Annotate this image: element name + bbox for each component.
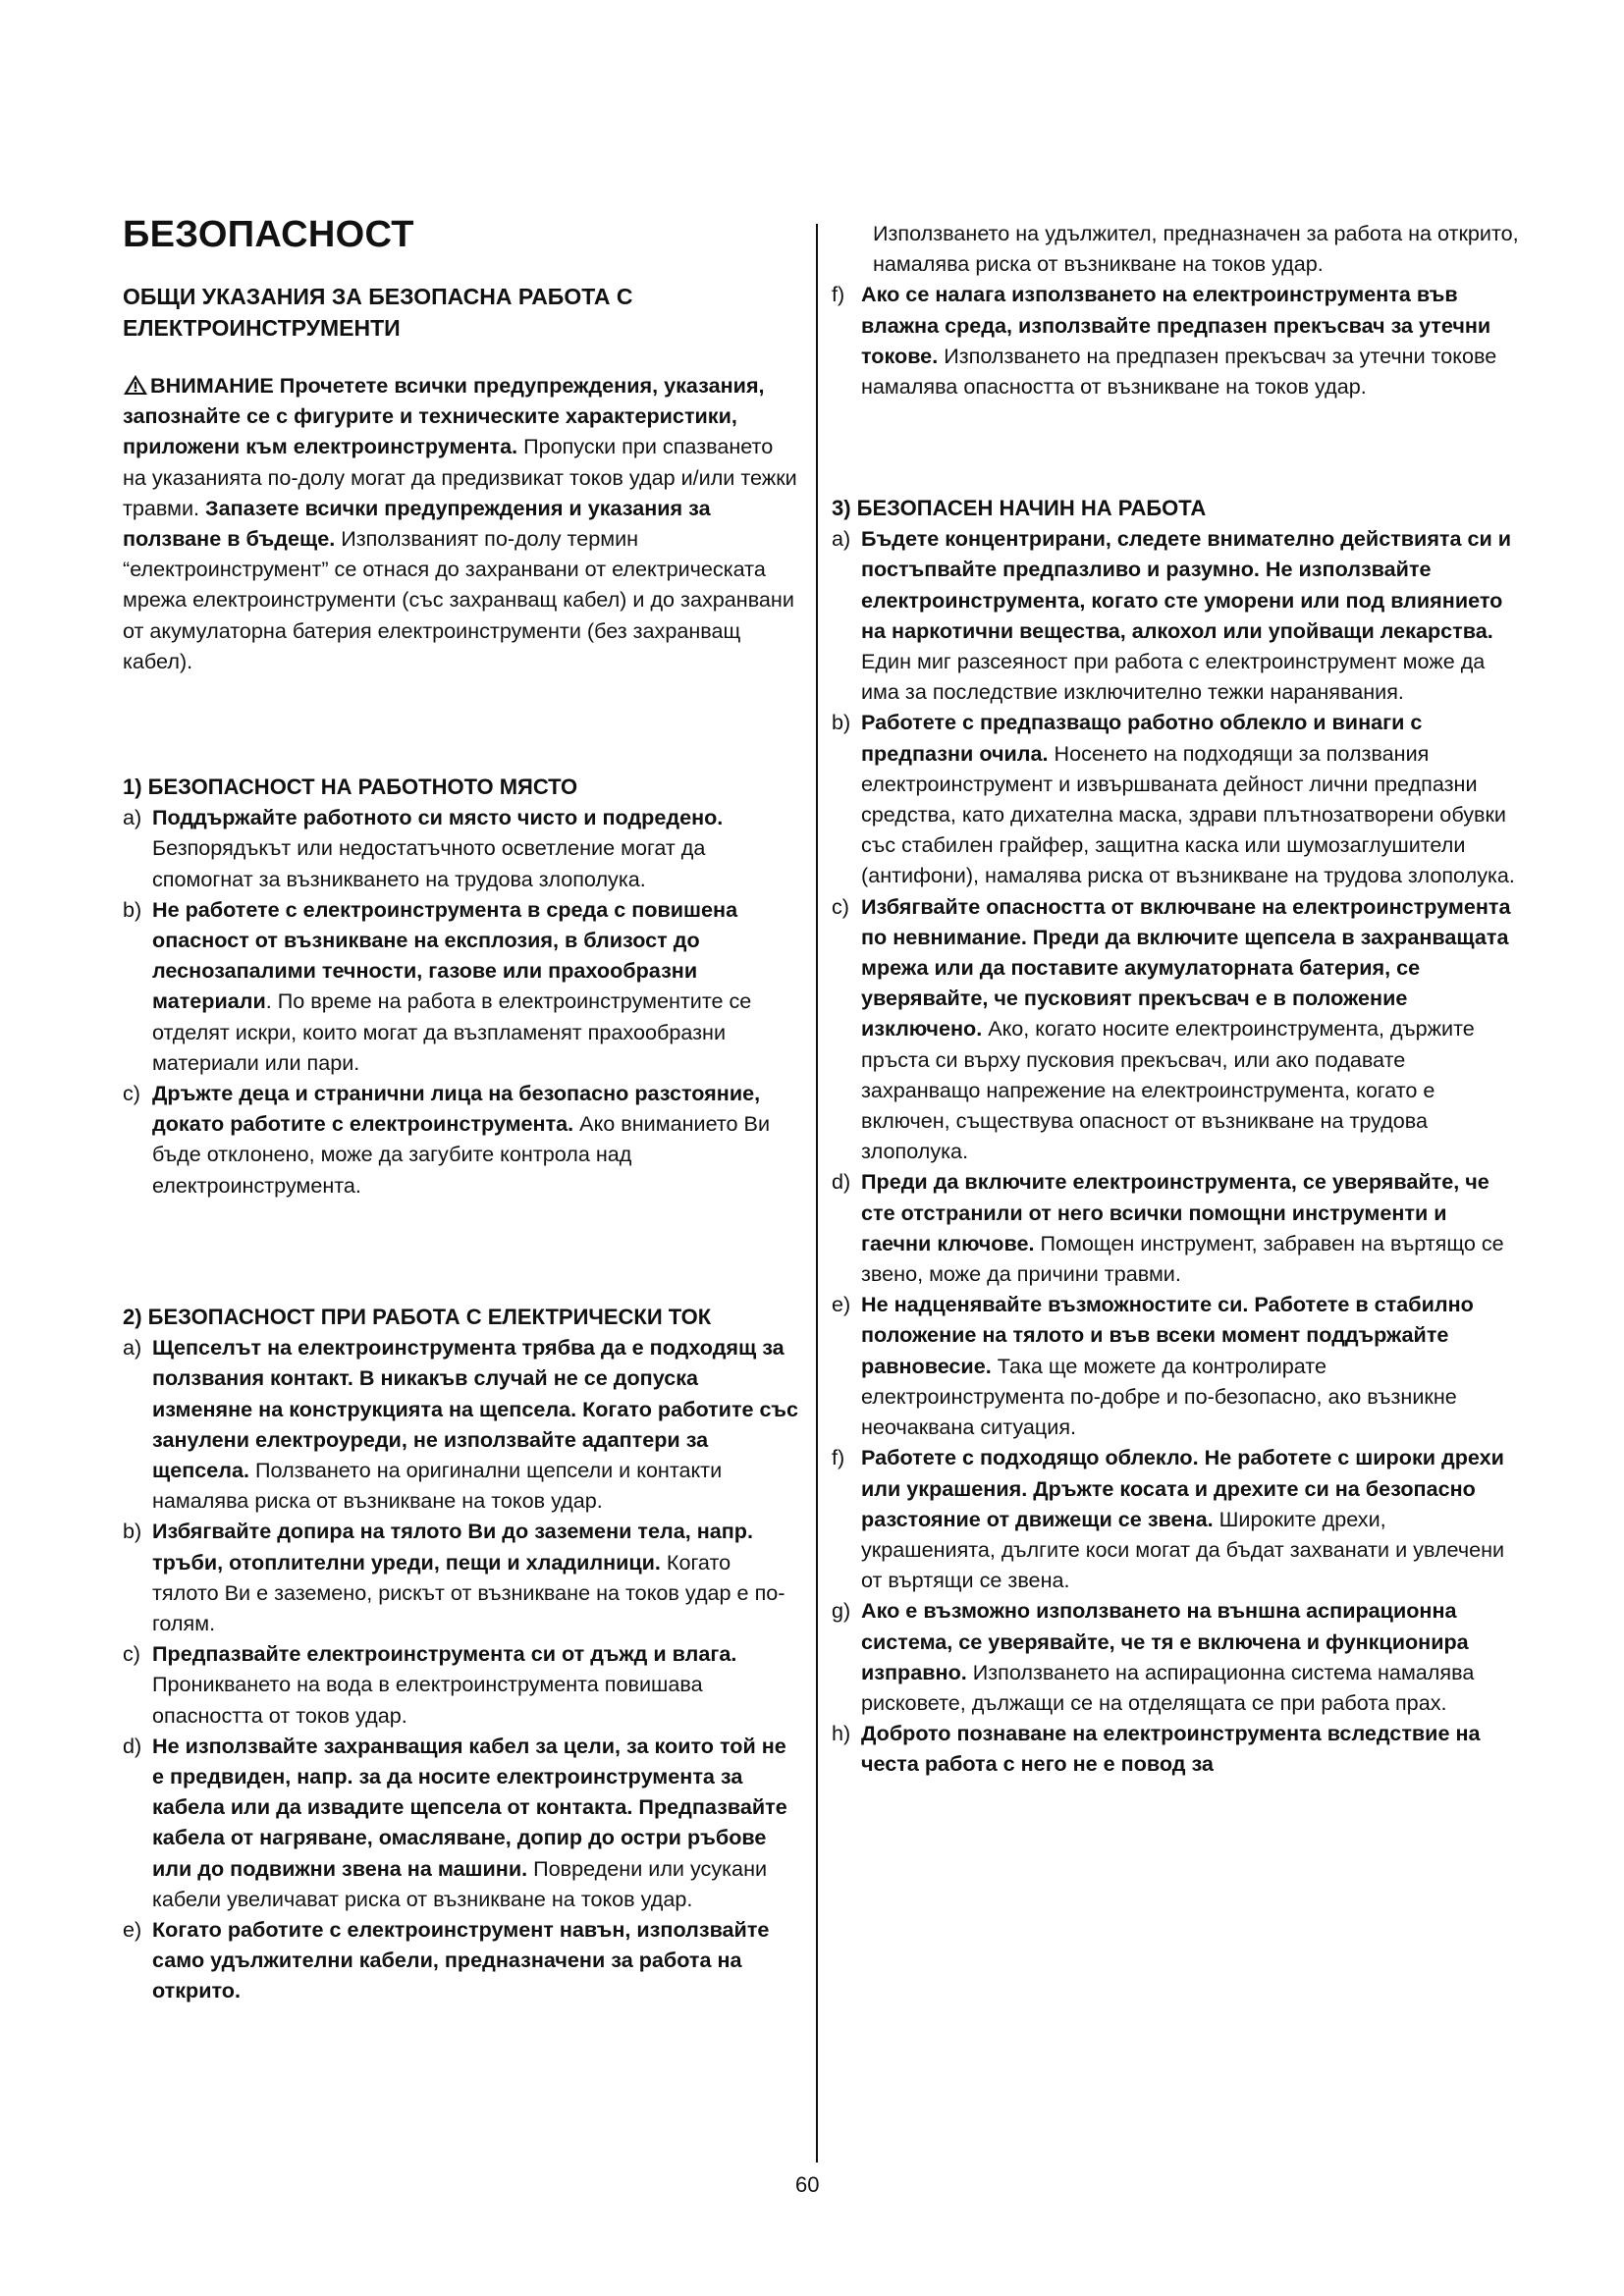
item-text: Носенето на подходящи за ползвания електроинструмент и извършваната дейност лични предпазни средства, като дихателна маска, здрави плътнозатворени обувки със стабилен грайфер, защитна каска или шумозаглушители (антифони), намалява риска от възникване на трудова злополука. [861,740,1515,888]
item-letter: c) [123,1641,140,1667]
item-text: Така ще можете да контролирате електроинструмента по-добре и по-безопасно, ако възникне неочаквана ситуация. [861,1353,1457,1440]
item-letter: c) [123,1081,140,1106]
intro-text-1: Пропуски при спазването на указанията по-долу могат да предизвикат токов удар и/или тежки травми. [123,434,797,520]
section-2-list [123,1332,800,2005]
item-text: Повредени или усукани кабели увеличават риска от възникване на токов удар. [152,1855,768,1911]
column-divider [816,224,818,2163]
item-bold-text: Предпазвайте електроинструмента си от дъжд и влага. [152,1641,737,1667]
warning-triangle-icon [123,373,148,395]
section-2 [123,1302,800,2006]
item-body [152,802,800,894]
item-letter: a) [123,1335,142,1361]
list-item [123,1638,800,1731]
item-bold-text: Не използвайте захранващия кабел за цели, за които той не е предвиден, напр. за да носите електроинструмента за кабела или да извадите щепсела от контакта. Предпазвайте кабела от нагряване, омасляване, допир до остри ръбове или до подвижни звена на машини. [152,1733,787,1881]
list-item [123,894,800,1078]
item-bold-text: Ако се налага използването на електроинструмента във влажна среда, използвайте предпазен прекъсвач за утечни токове. [861,282,1491,368]
page-title: БЕЗОПАСНОСТ [123,214,414,255]
list-item [123,802,800,894]
section-heading: 3) БЕЗОПАСЕН НАЧИН НА РАБОТА [832,496,1207,520]
item-body [861,1166,1519,1289]
item-letter: c) [832,893,849,919]
page-number: 60 [795,2172,820,2197]
list-item [123,1731,800,1914]
list-item [123,1516,800,1638]
item-bold-text: Работете с предпазващо работно облекло и винаги с предпазни очила. [861,710,1423,766]
item-bold-text: Работете с подходящо облекло. Не работете с широки дрехи или украшения. Дръжте косата и дрехите си на безопасно разстояние от движещи се звена. [861,1445,1504,1531]
item-body [152,894,800,1078]
item-body [861,891,1519,1167]
item-body [152,1638,800,1731]
item-bold-text: Бъдете концентрирани, следете внимателно действията си и постъпвайте предпазливо и разумно. Не използвайте електроинструмента, когато сте уморени или под влиянието на наркотични вещества, алкохол или упойващи лекарства. [861,526,1512,643]
list-item [832,279,1519,401]
item-body [861,1595,1519,1718]
item-text: Широките дрехи, украшенията, дългите коси могат да бъдат захванати и увлечени от въртящи се звена. [861,1506,1505,1593]
item-bold-text: Не работете с електроинструмента в среда с повишена опасност от възникване на експлозия, в близост до леснозапалими течности, газове или прахообразни материали [152,896,738,1014]
item-body [152,1914,800,2006]
item-bold-text: Дръжте деца и странични лица на безопасно разстояние, докато работите с електроинструмента. [152,1081,761,1137]
item-text: Използването на аспирационна система намалява рисковете, дължащи се на отделящата се при работа прах. [861,1659,1475,1715]
item-text: Ако вниманието Ви бъде отклонено, може да загубите контрола над електроинструмента. [152,1111,771,1198]
item-text: Безпорядъкът или недостатъчното осветление могат да спомогнат за възникването на трудова злополука. [152,835,706,891]
item-body [152,1731,800,1914]
item-bold-text: Не надценявайте възможностите си. Работете в стабилно положение на тялото и във всеки момент поддържайте равновесие. [861,1292,1474,1378]
section-heading: 1) БЕЗОПАСНОСТ НА РАБОТНОТО МЯСТО [123,774,578,799]
item-text: Проникването на вода в електроинструмента повишава опасността от токов удар. [152,1672,703,1728]
intro-warning-bold: ВНИМАНИЕ Прочетете всички предупреждения, указания, запознайте се с фигурите и техническите характеристики, приложени към електроинструмента. [123,373,765,459]
item-letter: f) [832,282,845,307]
item-letter: e) [832,1292,851,1317]
item-letter: f) [832,1445,845,1470]
item-letter: h) [832,1721,851,1746]
item-letter: b) [832,710,851,735]
item-letter: e) [123,1917,142,1943]
section-heading: 2) БЕЗОПАСНОСТ ПРИ РАБОТА С ЕЛЕКТРИЧЕСКИ ТОК [123,1305,712,1329]
continuation-text: Използването на удължител, предназначен за работа на открито, намалява риска от възникване на токов удар. [873,221,1519,277]
item-body [861,1289,1519,1442]
section-subtitle: ОБЩИ УКАЗАНИЯ ЗА БЕЗОПАСНА РАБОТА С ЕЛЕКТРОИНСТРУМЕНТИ [123,284,633,341]
item-letter: d) [123,1733,142,1758]
item-body [152,1332,800,1516]
item-bold-text: Преди да включите електроинструмента, се уверявайте, че сте отстранили от него всички помощни инструменти и гаечни ключове. [861,1169,1489,1255]
list-item [832,1595,1519,1718]
list-item [123,1914,800,2006]
item-body [152,1078,800,1201]
item-bold-text: Ако е възможно използването на външна аспирационна система, се уверявайте, че тя е включена и функционира изправно. [861,1598,1469,1684]
section-2-continuation [832,218,1519,401]
intro-bold-2: Запазете всички предупреждения и указания за ползване в бъдеще. [123,495,711,552]
item-letter: a) [123,805,142,830]
item-text: Когато тялото Ви е заземено, рискът от възникване на токов удар е по-голям. [152,1549,785,1636]
list-item [832,1166,1519,1289]
intro-paragraph [123,370,800,676]
item-text: Един миг разсеяност при работа с електроинструмент може да има за последствие изключително тежки наранявания. [861,649,1486,705]
list-item [832,523,1519,707]
section-1 [123,772,800,1201]
item-bold-text: Поддържайте работното си място чисто и подредено. [152,805,724,830]
item-text: Ползването на оригинални щепсели и контакти намалява риска от възникване на токов удар. [152,1458,723,1514]
item-bold-text: Доброто познаване на електроинструмента вследствие на честа работа с него не е повод за [861,1721,1481,1777]
item-letter: d) [832,1169,851,1195]
item-text: Ако, когато носите електроинструмента, държите пръста си върху пусковия прекъсвач, или ако подавате захранващо напрежение на електроинструмента, когато е включен, съществува опасност от възникване на трудова злополука. [861,1016,1475,1164]
item-bold-text: Когато работите с електроинструмент навън, използвайте само удължителни кабели, предназначени за работа на открито. [152,1917,770,2003]
list-item [832,1289,1519,1442]
list-item [832,1718,1519,1779]
item-bold-text: Щепселът на електроинструмента трябва да е подходящ за ползвания контакт. В никакъв случай не се допуска изменяне на конструкцията на щепсела. Когато работите със занулени електроуреди, не използвайте адаптери за щепсела. [152,1335,799,1483]
item-bold-text: Избягвайте допира на тялото Ви до заземени тела, напр. тръби, отоплителни уреди, пещи и хладилници. [152,1519,753,1575]
item-letter: a) [832,526,851,552]
list-item [123,1078,800,1201]
section-3-list [832,523,1519,1779]
section-1-list [123,802,800,1201]
section-2-right-list [832,279,1519,401]
intro-text-2: Използваният по-долу термин “електроинструмент” се отнася до захранвани от електрическата мрежа електроинструменти (със захранващ кабел) и до захранвани от акумулаторна батерия електроинструменти (без захранващ кабел). [123,526,794,673]
item-letter: b) [123,1519,142,1544]
item-body [861,1442,1519,1595]
item-body [152,1516,800,1638]
list-item [832,707,1519,890]
item-text: . По време на работа в електроинструментите се отделят искри, които могат да възпламенят прахообразни материали или пари. [152,988,752,1075]
list-item [123,1332,800,1516]
item-body [861,1718,1519,1779]
item-bold-text: Избягвайте опасността от включване на електроинструмента по невнимание. Преди да включите щепсела в захранващата мрежа или да поставите акумулаторната батерия, се уверявайте, че пусковият прекъсвач е в положение изключено. [861,893,1511,1041]
item-text: Помощен инструмент, забравен на въртящо се звено, може да причини травми. [861,1230,1504,1287]
list-item [832,891,1519,1167]
item-body [861,279,1519,401]
item-letter: b) [123,896,142,922]
list-item [832,1442,1519,1595]
item-body [861,707,1519,890]
section-3 [832,493,1519,1780]
item-body [861,523,1519,707]
item-text: Използването на предпазен прекъсвач за утечни токове намалява опасността от възникване на токов удар. [861,343,1497,400]
item-letter: g) [832,1598,851,1624]
